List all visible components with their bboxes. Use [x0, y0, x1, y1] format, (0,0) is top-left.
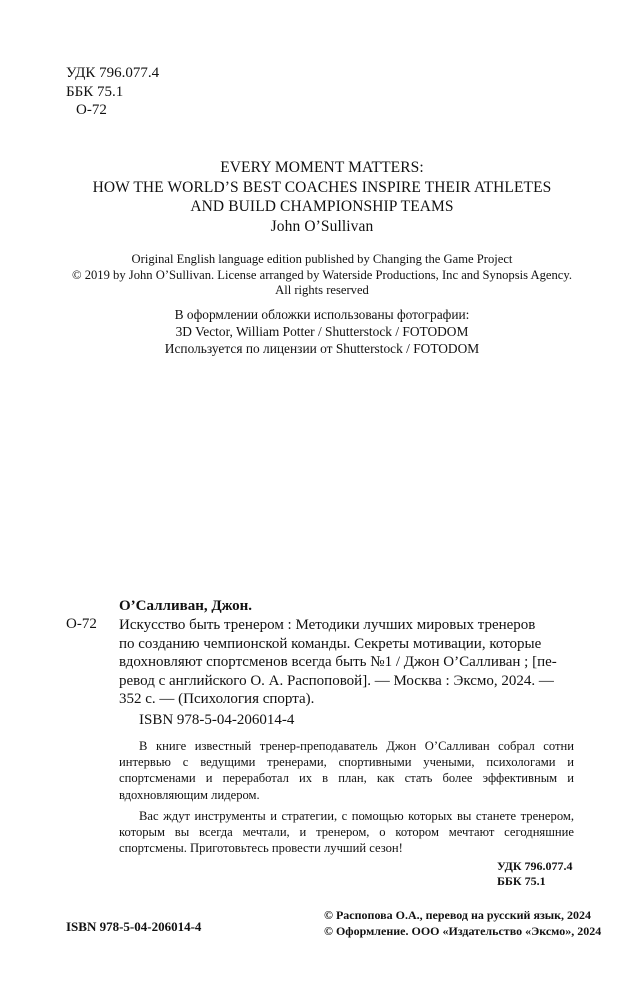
cover-photo-line-1: В оформлении обложки использованы фотографии: [174, 307, 470, 322]
catalog-line-1: Искусство быть тренером : Методики лучших мировых тренеров [119, 617, 536, 633]
book-abstract [119, 738, 574, 861]
abstract-paragraph-2: Вас ждут инструменты и стратегии, с помощью которых вы станете тренером, которым вы всегда мечтали, и тренером, о котором мечтают сегодняшние спортсмены. Приготовьтесь провести лучший сезон! [119, 808, 574, 856]
catalog-description [119, 616, 574, 709]
copyright-translation: © Распопова О.А., перевод на русский язык, 2024 [324, 908, 592, 922]
catalog-line-3: вдохновляют спортсменов всегда быть №1 / Джон О’Салливан ; [пе- [119, 654, 557, 671]
original-edition-line-1: Original English language edition published by Changing the Game Project [131, 252, 513, 266]
original-edition-notice [0, 252, 644, 299]
udk-bbk-header [66, 64, 159, 120]
footer-isbn: ISBN 978-5-04-206014-4 [66, 919, 202, 934]
original-title-block [0, 158, 644, 236]
bbk-code: ББК 75.1 [66, 83, 124, 100]
cover-photo-credits [0, 306, 644, 357]
original-title-line-2: HOW THE WORLD’S BEST COACHES INSPIRE THEIR ATHLETES [92, 178, 552, 196]
footer-bbk: ББК 75.1 [497, 874, 546, 888]
original-edition-line-2: © 2019 by John O’Sullivan. License arranged by Waterside Productions, Inc and Synopsis Agency. [72, 267, 572, 282]
catalog-line-2: по созданию чемпионской команды. Секреты мотивации, которые [119, 635, 542, 652]
catalog-code: О-72 [66, 616, 97, 632]
cover-photo-line-2: 3D Vector, William Potter / Shutterstock / FOTODOM [175, 324, 469, 339]
footer-classification [497, 859, 573, 889]
author-mark-code: О-72 [76, 102, 107, 118]
original-author: John O’Sullivan [270, 217, 374, 235]
original-title-line-3: AND BUILD CHAMPIONSHIP TEAMS [190, 198, 454, 215]
udk-code: УДК 796.077.4 [66, 65, 160, 81]
original-title-line-1: EVERY MOMENT MATTERS: [220, 159, 424, 176]
copyright-design: © Оформление. ООО «Издательство «Эксмо», 2024 [324, 924, 602, 938]
footer-udk: УДК 796.077.4 [497, 859, 573, 873]
catalog-isbn: ISBN 978-5-04-206014-4 [139, 712, 295, 728]
abstract-paragraph-1: В книге известный тренер-преподаватель Джон О’Салливан собрал сотни интервью с ведущими тренерами, спортивными учеными, психологами и спортсменами и переработал их в план, как стать более эффективным и вдохновляющим лидером. [119, 739, 574, 802]
cover-photo-line-3: Используется по лицензии от Shutterstock / FOTODOM [164, 341, 480, 356]
original-edition-line-3: All rights reserved [275, 283, 369, 297]
catalog-line-5: 352 с. — (Психология спорта). [119, 691, 315, 708]
catalog-author-heading: О’Салливан, Джон. [119, 598, 253, 614]
catalog-line-4: ревод с английского О. А. Распоповой]. — Москва : Эксмо, 2024. — [119, 672, 554, 689]
copyright-notices [324, 907, 601, 939]
